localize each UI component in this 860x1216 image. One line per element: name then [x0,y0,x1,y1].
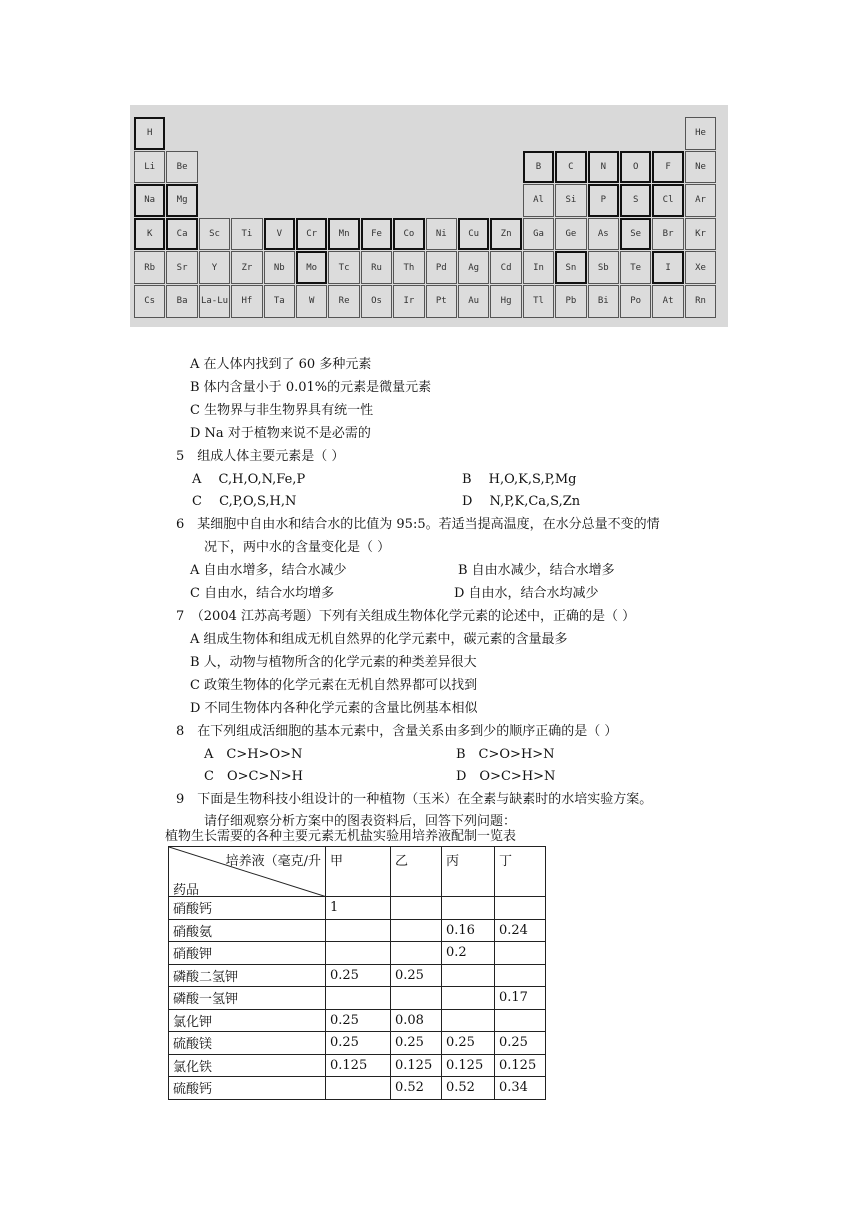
element-cell: Pb [555,285,586,318]
value-cell: 0.08 [391,1009,442,1032]
chemical-name-cell: 硫酸钙 [169,1077,326,1100]
element-cell: Kr [685,218,716,251]
element-cell: Na [134,184,165,217]
element-cell: Po [620,285,651,318]
element-cell: F [652,151,683,184]
value-cell: 0.125 [495,1054,546,1077]
element-cell: B [523,151,554,184]
q4-option-b: B 体内含量小于 0.01%的元素是微量元素 [190,380,432,395]
value-cell: 0.25 [326,1009,391,1032]
element-cell: W [296,285,327,318]
value-cell: 0.24 [495,919,546,942]
element-cell: He [685,117,716,150]
element-cell: Ru [361,251,392,284]
value-cell: 0.125 [391,1054,442,1077]
value-cell [326,987,391,1010]
q7-option-d: D 不同生物体内各种化学元素的含量比例基本相似 [190,701,478,716]
element-cell: Hf [231,285,262,318]
value-cell: 0.125 [326,1054,391,1077]
q5-option-a: A C,H,O,N,Fe,P [192,472,306,487]
element-cell: Tl [523,285,554,318]
element-cell: Cl [652,184,683,217]
q8-option-c: C O>C>N>H [204,769,303,784]
element-cell: Sr [166,251,197,284]
chemical-name-cell: 硫酸镁 [169,1032,326,1055]
chemical-name-cell: 硝酸氨 [169,919,326,942]
question-6: 6 某细胞中自由水和结合水的比值为 95:5。若适当提高温度，在水分总量不变的情 [176,517,660,532]
question-8: 8 在下列组成活细胞的基本元素中，含量关系由多到少的顺序正确的是（ ） [176,724,618,739]
column-header: 丙 [442,847,495,897]
element-cell: Pd [426,251,457,284]
value-cell [326,1077,391,1100]
value-cell [326,919,391,942]
element-cell: Se [620,218,651,251]
q5-option-c: C C,P,O,S,H,N [192,494,297,509]
element-cell: Sn [555,251,586,284]
element-cell: Bi [588,285,619,318]
element-cell: Mn [328,218,359,251]
element-cell: Si [555,184,586,217]
q6-option-c: C 自由水，结合水均增多 [190,586,335,601]
table-header-row [169,847,546,897]
element-cell: At [652,285,683,318]
table-row [169,942,546,965]
table-row [169,964,546,987]
value-cell: 0.34 [495,1077,546,1100]
table-row [169,1009,546,1032]
value-cell [391,919,442,942]
value-cell [391,987,442,1010]
column-header: 丁 [495,847,546,897]
element-cell: Ar [685,184,716,217]
value-cell [442,987,495,1010]
element-cell: La-Lu [199,285,230,318]
value-cell: 1 [326,897,391,920]
element-cell: P [588,184,619,217]
value-cell: 0.25 [326,1032,391,1055]
value-cell [442,897,495,920]
header-corner-cell [169,847,326,897]
element-cell: Mg [166,184,197,217]
value-cell [495,1009,546,1032]
value-cell [391,942,442,965]
element-cell: Te [620,251,651,284]
element-cell: Ge [555,218,586,251]
element-cell: Sb [588,251,619,284]
element-cell: Ga [523,218,554,251]
column-header: 乙 [391,847,442,897]
element-cell: Ba [166,285,197,318]
element-cell: Cu [458,218,489,251]
element-cell: Br [652,218,683,251]
value-cell [495,897,546,920]
element-cell: Cd [490,251,521,284]
question-6-cont: 况下，两中水的含量变化是（ ） [204,540,391,555]
table-row [169,1032,546,1055]
value-cell [391,897,442,920]
q4-option-a: A 在人体内找到了 60 多种元素 [190,357,372,372]
chemical-name-cell: 磷酸二氢钾 [169,964,326,987]
element-cell: Al [523,184,554,217]
value-cell: 0.25 [442,1032,495,1055]
q7-option-a: A 组成生物体和组成无机自然界的化学元素中，碳元素的含量最多 [190,632,568,647]
element-cell: Zn [490,218,521,251]
element-cell: Li [134,151,165,184]
value-cell: 0.125 [442,1054,495,1077]
element-cell: Ag [458,251,489,284]
value-cell: 0.2 [442,942,495,965]
element-cell: Cs [134,285,165,318]
element-cell: Rn [685,285,716,318]
q8-option-d: D O>C>H>N [456,769,556,784]
element-cell: Pt [426,285,457,318]
element-cell: S [620,184,651,217]
element-cell: Ni [426,218,457,251]
question-5: 5 组成人体主要元素是（ ） [176,449,345,464]
value-cell: 0.52 [442,1077,495,1100]
element-cell: O [620,151,651,184]
chemical-name-cell: 氯化铁 [169,1054,326,1077]
periodic-table-image [130,105,728,327]
element-cell: Os [361,285,392,318]
element-cell: As [588,218,619,251]
value-cell [326,942,391,965]
q6-option-b: B 自由水减少，结合水增多 [458,563,615,578]
element-cell: Tc [328,251,359,284]
value-cell: 0.25 [391,964,442,987]
question-9-cont: 请仔细观察分析方案中的图表资料后，回答下列问题： [204,814,517,829]
q8-option-a: A C>H>O>N [204,747,303,762]
element-cell: In [523,251,554,284]
q6-option-d: D 自由水，结合水均减少 [454,586,599,601]
table-title: 植物生长需要的各种主要元素无机盐实验用培养液配制一览表 [165,829,517,844]
table-row [169,919,546,942]
element-cell: Ta [264,285,295,318]
value-cell [495,964,546,987]
element-cell: Nb [264,251,295,284]
column-header: 甲 [326,847,391,897]
value-cell: 0.17 [495,987,546,1010]
value-cell: 0.16 [442,919,495,942]
table-row [169,897,546,920]
q7-option-b: B 人，动物与植物所含的化学元素的种类差异很大 [190,655,477,670]
element-cell: V [264,218,295,251]
value-cell: 0.25 [495,1032,546,1055]
q5-option-b: B H,O,K,S,P,Mg [462,472,577,487]
element-cell: N [588,151,619,184]
value-cell: 0.52 [391,1077,442,1100]
element-cell: Y [199,251,230,284]
table-row [169,1054,546,1077]
element-cell: Ir [393,285,424,318]
q6-option-a: A 自由水增多，结合水减少 [190,563,347,578]
question-9: 9 下面是生物科技小组设计的一种植物（玉米）在全素与缺素时的水培实验方案。 [176,792,653,807]
q4-option-d: D Na 对于植物来说不是必需的 [190,426,371,441]
element-cell: K [134,218,165,251]
table-row [169,1077,546,1100]
value-cell [442,964,495,987]
q5-option-d: D N,P,K,Ca,S,Zn [462,494,581,509]
element-cell: Rb [134,251,165,284]
value-cell [495,942,546,965]
nutrient-solution-table [168,846,546,1100]
table-row [169,987,546,1010]
value-cell: 0.25 [326,964,391,987]
chemical-name-cell: 磷酸一氢钾 [169,987,326,1010]
element-cell: Co [393,218,424,251]
element-cell: H [134,117,165,150]
q7-option-c: C 政策生物体的化学元素在无机自然界都可以找到 [190,678,478,693]
chemical-name-cell: 硝酸钾 [169,942,326,965]
value-cell [442,1009,495,1032]
chemical-name-cell: 氯化钾 [169,1009,326,1032]
header-solution-label: 培养液（毫克/升 [225,854,321,869]
chemical-name-cell: 硝酸钙 [169,897,326,920]
element-cell: Xe [685,251,716,284]
element-cell: Au [458,285,489,318]
element-cell: Zr [231,251,262,284]
value-cell: 0.25 [391,1032,442,1055]
header-chemical-label: 药品 [173,883,200,898]
element-cell: C [555,151,586,184]
element-cell: Th [393,251,424,284]
element-cell: Cr [296,218,327,251]
element-cell: Ne [685,151,716,184]
element-cell: Sc [199,218,230,251]
q8-option-b: B C>O>H>N [456,747,555,762]
element-cell: Ca [166,218,197,251]
element-cell: Mo [296,251,327,284]
element-cell: Fe [361,218,392,251]
element-cell: Re [328,285,359,318]
question-7: 7 （2004 江苏高考题）下列有关组成生物体化学元素的论述中，正确的是（ ） [176,609,636,624]
element-cell: Be [166,151,197,184]
element-cell: Hg [490,285,521,318]
element-cell: I [652,251,683,284]
q4-option-c: C 生物界与非生物界具有统一性 [190,403,374,418]
element-cell: Ti [231,218,262,251]
